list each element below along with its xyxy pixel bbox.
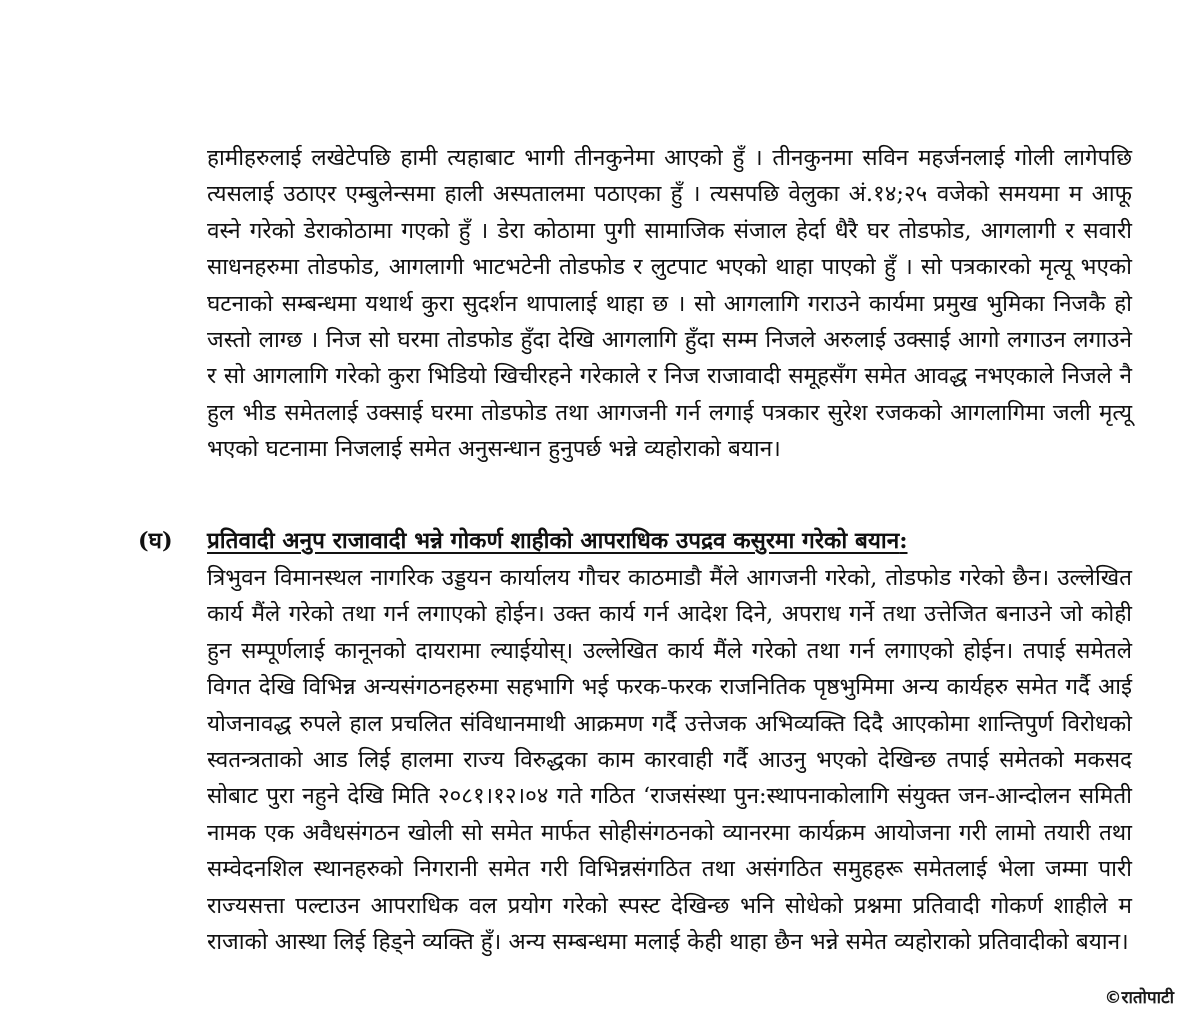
section-label: (घ) [138, 528, 173, 554]
section-title-colon: : [899, 528, 908, 554]
section-heading [138, 523, 1138, 559]
statement-paragraph-1: हामीहरुलाई लखेटेपछि हामी त्यहाबाट भागी तीनकुनेमा आएको हुँ । तीनकुनमा सविन महर्जनलाई गोली लागेपछि त्यसलाई उठाएर एम्बुलेन्समा हाली अस्पतालमा पठाएका हुँ । त्यसपछि वेलुका अं.१४;२५ वजेको समयमा म आफू वस्ने गरेको डेराकोठामा गएको हुँ । डेरा कोठामा पुगी सामाजिक संजाल हेर्दा धैरै घर तोडफोड, आगलागी र सवारी साधनहरुमा तोडफोड, आगलागी भाटभटेनी तोडफोड र लुटपाट भएको थाहा पाएको हुँ । सो पत्रकारको मृत्यू भएको घटनाको सम्बन्धमा यथार्थ कुरा सुदर्शन थापालाई थाहा छ । सो आगलागि गराउने कार्यमा प्रमुख भुमिका निजकै हो जस्तो लाग्छ । निज सो घरमा तोडफोड हुँदा देखि आगलागि हुँदा सम्म निजले अरुलाई उक्साई आगो लगाउन लगाउने र सो आगलागि गरेको कुरा भिडियो खिचीरहने गरेकाले र निज राजावादी समूहसँग समेत आवद्ध नभएकाले निजले नै हुल भीड समेतलाई उक्साई घरमा तोडफोड तथा आगजनी गर्न लगाई पत्रकार सुरेश रजकको आगलागिमा जली मृत्यू भएको घटनामा निजलाई समेत अनुसन्धान हुनुपर्छ भन्ने व्यहोराको बयान। [207, 145, 1132, 463]
publisher-watermark: ©रातोपाटी [1104, 988, 1174, 1008]
section-title: प्रतिवादी अनुप राजावादी भन्ने गोकर्ण शाहीको आपराधिक उपद्रव कसुरमा गरेको बयान [207, 528, 900, 554]
statement-paragraph-2: त्रिभुवन विमानस्थल नागरिक उड्डयन कार्यालय गौचर काठमाडौ मैंले आगजनी गरेको, तोडफोड गरेको छैन। उल्लेखित कार्य मैंले गरेको तथा गर्न लगाएको होईन। उक्त कार्य गर्न आदेश दिने, अपराध गर्ने तथा उत्तेजित बनाउने जो कोही हुन सम्पूर्णलाई कानूनको दायरामा ल्याईयोस्। उल्लेखित कार्य मैंले गरेको तथा गर्न लगाएको होईन। तपाई समेतले विगत देखि विभिन्न अन्यसंगठनहरुमा सहभागि भई फरक-फरक राजनितिक पृष्ठभुमिमा अन्य कार्यहरु समेत गर्दै आई योजनावद्ध रुपले हाल प्रचलित संविधानमाथी आक्रमण गर्दै उत्तेजक अभिव्यक्ति दिदै आएकोमा शान्तिपुर्ण विरोधको स्वतन्त्रताको आड लिई हालमा राज्य विरुद्धका काम कारवाही गर्दै आउनु भएको देखिन्छ तपाई समेतको मकसद सोबाट पुरा नहुने देखि मिति २०८१।१२।०४ गते गठित ‘राजसंस्था पुन:स्थापनाकोलागि संयुक्त जन-आन्दोलन समिती नामक एक अवैधसंगठन खोली सो समेत मार्फत सोहीसंगठनको व्यानरमा कार्यक्रम आयोजना गरी लामो तयारी तथा सम्वेदनशिल स्थानहरुको निगरानी समेत गरी विभिन्नसंगठित तथा असंगठित समुहहरू समेतलाई भेला जम्मा पारी राज्यसत्ता पल्टाउन आपराधिक वल प्रयोग गरेको स्पस्ट देखिन्छ भनि सोधेको प्रश्नमा प्रतिवादी गोकर्ण शाहीले म राजाको आस्था लिई हिड्ने व्यक्ति हुँ। अन्य सम्बन्धमा मलाई केही थाहा छैन भन्ने समेत व्यहोराको प्रतिवादीको बयान। [207, 565, 1132, 956]
section-title-wrapper [207, 523, 908, 559]
